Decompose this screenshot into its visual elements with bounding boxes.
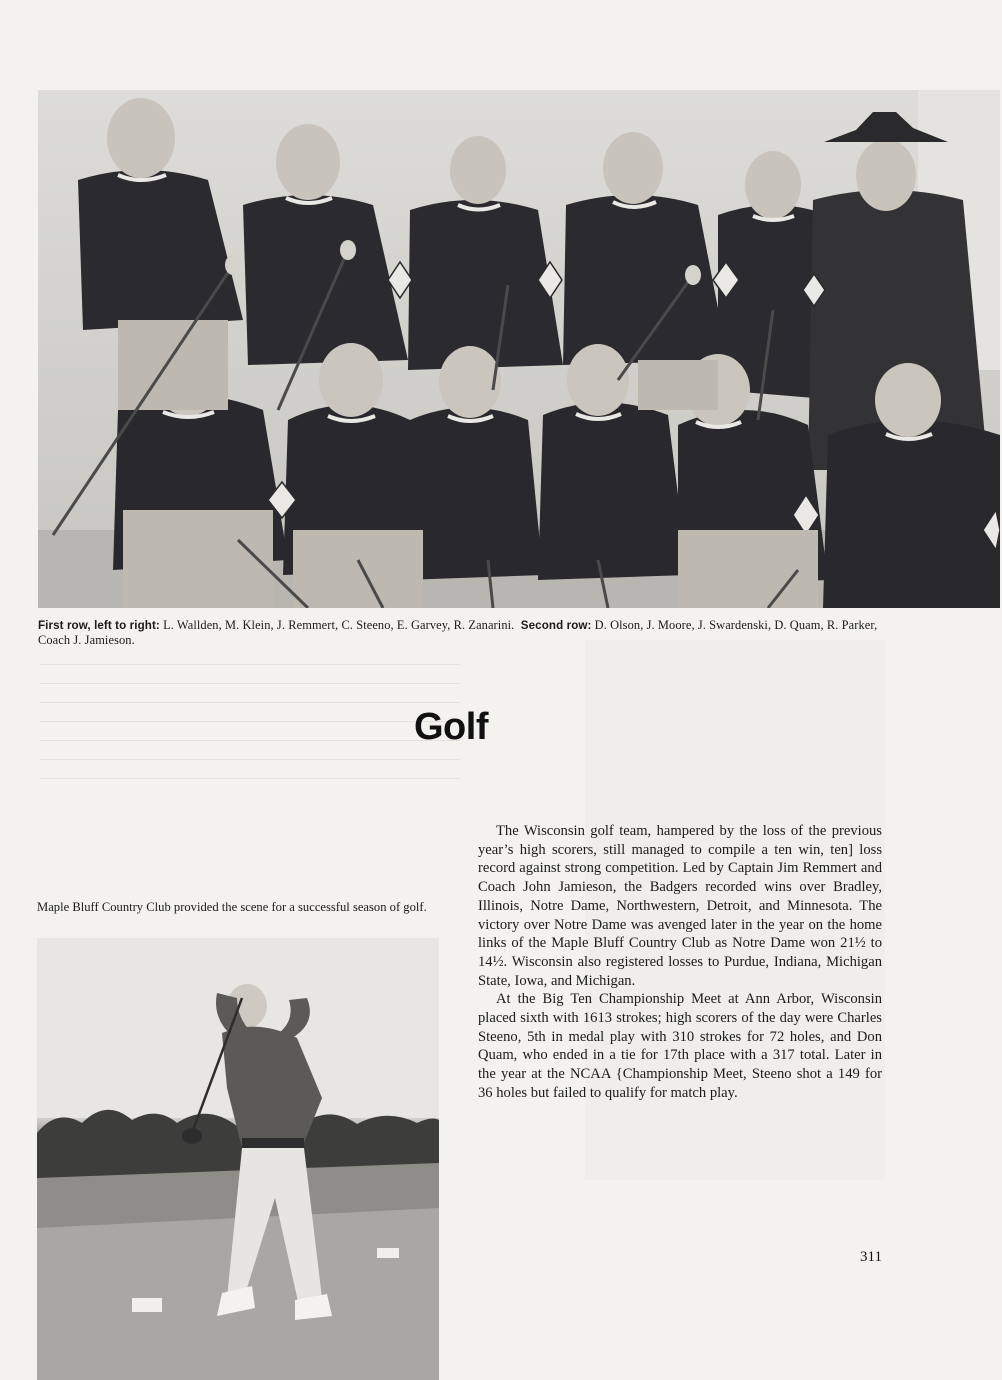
golfer-photo xyxy=(37,938,439,1380)
bleed-through-text xyxy=(40,650,460,790)
golfer-photo-illustration xyxy=(37,938,439,1380)
caption-first-row-names: L. Wallden, M. Klein, J. Remmert, C. Steeno, E. Garvey, R. Zanarini. xyxy=(159,618,515,632)
caption-first-row-lead: First row, left to right: xyxy=(38,619,160,632)
section-title: Golf xyxy=(414,706,488,748)
caption-second-row-names: D. Olson, J. Moore, J. Swardenski, D. Quam, R. Parker, Coach J. Jamieson. xyxy=(38,618,878,647)
page-number: 311 xyxy=(860,1249,882,1265)
team-photo-caption xyxy=(38,618,888,647)
team-photo xyxy=(38,90,1000,608)
caption-second-row-lead: Second row: xyxy=(520,619,592,632)
article-paragraph: The Wisconsin golf team, hampered by the loss of the previous year’s high scorers, still managed to compile a ten win, ten] loss record against strong competition. Led by Captain Jim Remmert and Coach John Jamieson, the Badgers recorded wins over Bradley, Illinois, Notre Dame, Northwestern, Detroit, and Minnesota. The victory over Notre Dame was avenged later in the year on the home links of the Maple Bluff Country Club as Notre Dame won 21½ to 14½. Wisconsin also registered losses to Purdue, Indiana, Michigan State, Iowa, and Michigan. xyxy=(478,823,882,989)
article-paragraph: At the Big Ten Championship Meet at Ann Arbor, Wisconsin placed sixth with 1613 strokes; high scorers of the day were Charles Steeno, 5th in medal play with 310 strokes for 72 holes, and Don Quam, who ended in a tie for 17th place with a 317 total. Later in the year at the NCAA {Championship Meet, Steeno shot a 149 for 36 holes but failed to qualify for match play. xyxy=(478,991,882,1101)
team-photo-illustration xyxy=(38,90,1000,608)
golfer-photo-caption: Maple Bluff Country Club provided the scene for a successful season of golf. xyxy=(37,900,427,914)
tee-marker xyxy=(132,1298,162,1312)
article-body xyxy=(478,822,882,1103)
